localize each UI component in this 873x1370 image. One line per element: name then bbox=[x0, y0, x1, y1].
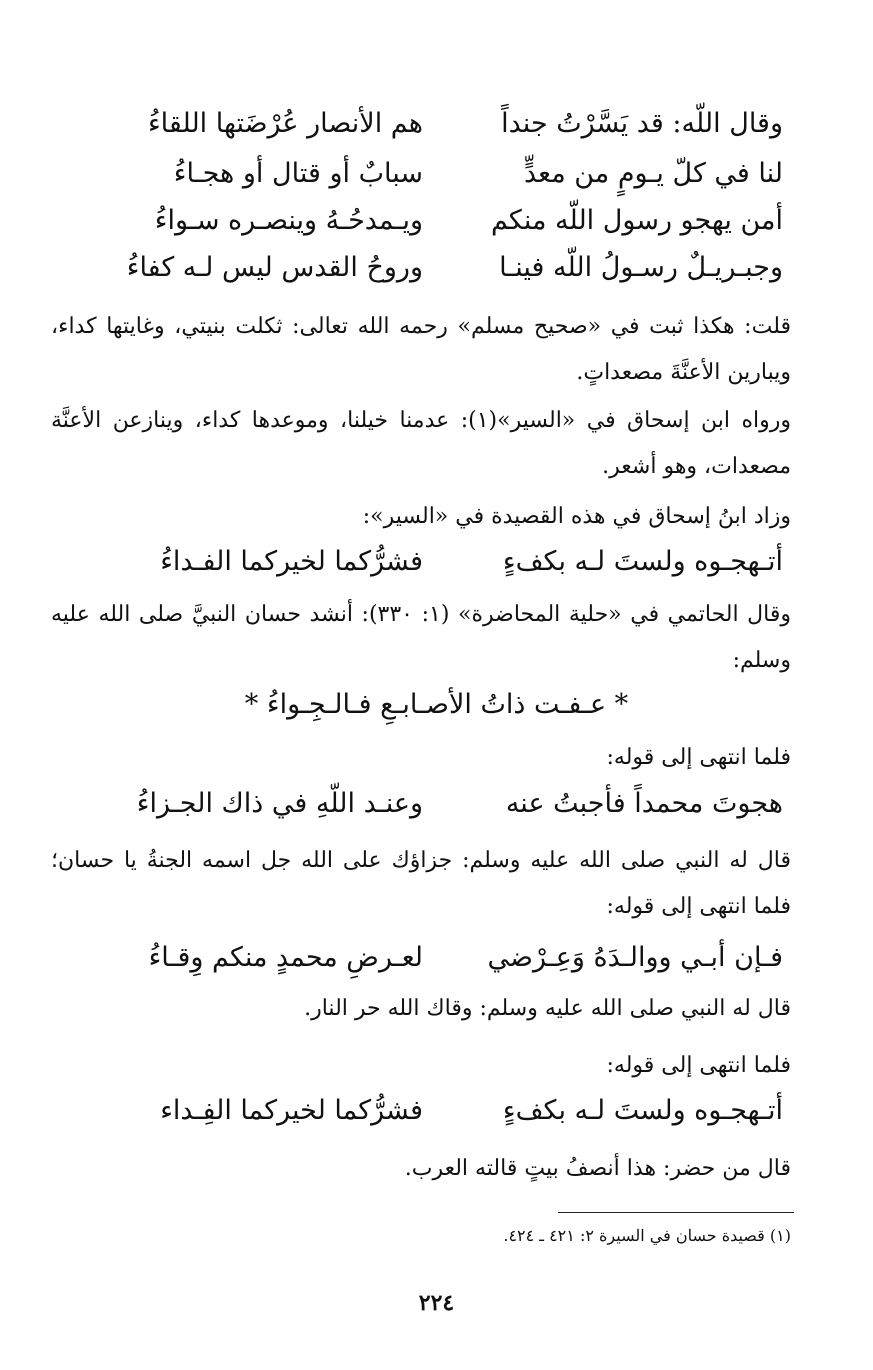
verse-hajawt-first-hemistich: هجوتَ محمداً فأجبتُ عنه bbox=[505, 788, 783, 819]
verse-final-second-hemistich: فشرُّكما لخيركما الفِـداء bbox=[160, 1095, 423, 1126]
paragraph-muslim-note: قلت: هكذا ثبت في «صحيح مسلم» رحمه الله تعالى: ثكلت بنيتي، وغايتها كداء، ويبارين الأعنَّةَ مصعداتٍ. bbox=[51, 314, 791, 385]
verse-added-first-hemistich: أتـهجـوه ولستَ لـه بكفءٍ bbox=[502, 546, 783, 577]
paragraph-when-reached-1: فلما انتهى إلى قوله: bbox=[606, 745, 791, 770]
verse-3-first-hemistich: أمن يهجو رسول اللّه منكم bbox=[490, 205, 783, 236]
footnote-divider bbox=[558, 1212, 794, 1213]
verse-2-second-hemistich: سبابٌ أو قتال أو هجـاءُ bbox=[173, 158, 423, 189]
paragraph-hatimi: وقال الحاتمي في «حلية المحاضرة» (١: ٣٣٠): أنشد حسان النبيَّ صلى الله عليه وسلم: bbox=[51, 602, 792, 673]
verse-final-first-hemistich: أتـهجـوه ولستَ لـه بكفءٍ bbox=[502, 1095, 783, 1126]
paragraph-prophet-reward: قال له النبي صلى الله عليه وسلم: جزاؤك على الله جل اسمه الجنةُ يا حسان؛ فلما انتهى إلى قوله: bbox=[51, 848, 791, 919]
paragraph-when-reached-2: فلما انتهى إلى قوله: bbox=[606, 1053, 791, 1078]
verse-added bbox=[83, 538, 783, 586]
verse-2-first-hemistich: لنا في كلّ يـومٍ من معدٍّ bbox=[524, 158, 783, 189]
verse-3-second-hemistich: ويـمدحُـهُ وينصـره سـواءُ bbox=[154, 205, 423, 236]
centered-hemistich: * عـفـت ذاتُ الأصـابـعِ فـالـجِـواءُ * bbox=[244, 689, 629, 720]
verse-abi-second-hemistich: لعـرضِ محمدٍ منكم وِقـاءُ bbox=[148, 942, 423, 973]
verse-1 bbox=[83, 100, 783, 148]
verse-4 bbox=[83, 244, 783, 292]
page-number: ٢٢٤ bbox=[418, 1290, 455, 1316]
verse-4-second-hemistich: وروحُ القدس ليس لـه كفاءُ bbox=[126, 252, 423, 283]
verse-1-first-hemistich: وقال اللّه: قد يَسَّرْتُ جنداً bbox=[501, 108, 783, 139]
paragraph-prophet-protection: قال له النبي صلى الله عليه وسلم: وقاك الله حر النار. bbox=[304, 996, 791, 1021]
verse-1-second-hemistich: هم الأنصار عُرْضَتها اللقاءُ bbox=[147, 108, 423, 139]
verse-abi-first-hemistich: فـإن أبـي ووالـدَهُ وَعِـرْضي bbox=[487, 942, 783, 973]
paragraph-ibn-ishaq-addition: وزاد ابنُ إسحاق في هذه القصيدة في «السير»: bbox=[362, 504, 791, 529]
footnote: (١) قصيدة حسان في السيرة ٢: ٤٢١ ـ ٤٢٤. bbox=[503, 1226, 791, 1245]
verse-3 bbox=[83, 197, 783, 245]
paragraph-ibn-ishaq: ورواه ابن إسحاق في «السير»(١): عدمنا خيلنا، وموعدها كداء، وينازعن الأعنَّة مصعدات، وهو أشعر. bbox=[51, 408, 792, 479]
verse-hajawt-second-hemistich: وعنـد اللّهِ في ذاك الجـزاءُ bbox=[136, 788, 423, 819]
verse-final bbox=[83, 1087, 783, 1135]
paragraph-audience-remark: قال من حضر: هذا أنصفُ بيتٍ قالته العرب. bbox=[404, 1156, 791, 1181]
verse-abi bbox=[83, 934, 783, 982]
verse-2 bbox=[83, 150, 783, 198]
verse-4-first-hemistich: وجبـريـلٌ رسـولُ اللّه فينـا bbox=[499, 252, 783, 283]
verse-hajawt bbox=[83, 780, 783, 828]
verse-added-second-hemistich: فشرُّكما لخيركما الفـداءُ bbox=[160, 546, 423, 577]
